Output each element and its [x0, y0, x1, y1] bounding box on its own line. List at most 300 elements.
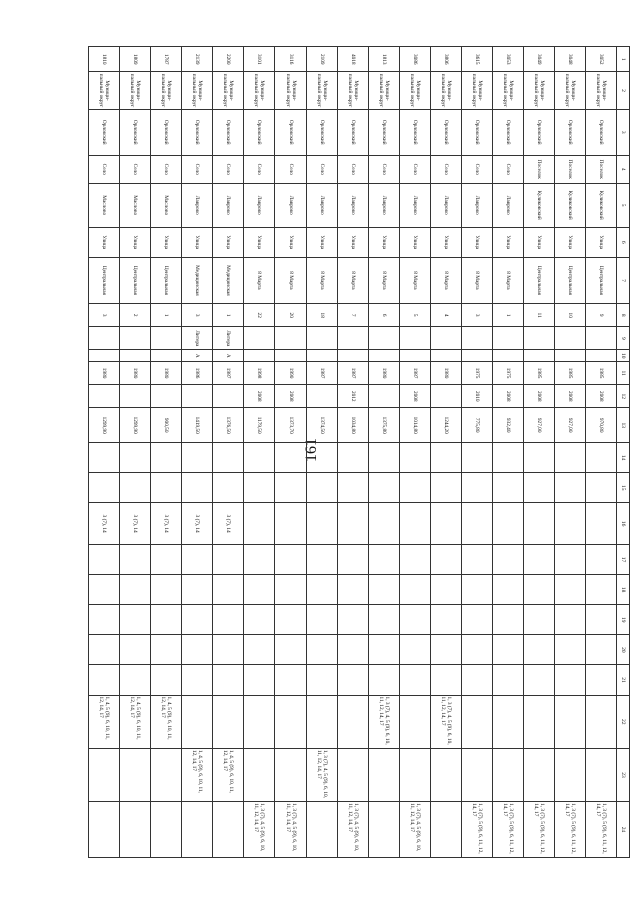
- table-cell: 2008: [492, 385, 523, 408]
- table-cell: Литера: [213, 327, 244, 350]
- table-cell: [430, 635, 461, 665]
- table-cell: Поселок: [523, 155, 554, 183]
- table-cell: [306, 503, 337, 545]
- table-cell: [461, 503, 492, 545]
- table-cell: [461, 545, 492, 575]
- table-cell: [306, 575, 337, 605]
- column-header: 23: [617, 748, 630, 801]
- column-header: 6: [617, 227, 630, 257]
- table-cell: [554, 473, 585, 503]
- table-cell: 3: [89, 304, 120, 327]
- table-cell: [120, 575, 151, 605]
- table-cell: [337, 545, 368, 575]
- table-cell: 3 (7), 14: [89, 503, 120, 545]
- table-cell: 1375,80: [368, 408, 399, 443]
- table-cell: [368, 473, 399, 503]
- table-cell: Улица: [337, 227, 368, 257]
- table-cell: [585, 665, 616, 695]
- table-cell: 1: [151, 304, 182, 327]
- table-cell: 1985: [523, 362, 554, 385]
- table-cell: [182, 635, 213, 665]
- table-cell: [399, 748, 430, 801]
- table-cell: [337, 695, 368, 748]
- table-cell: 3101: [244, 47, 275, 72]
- table-cell: [244, 350, 275, 362]
- table-cell: [120, 545, 151, 575]
- table-cell: [430, 473, 461, 503]
- table-cell: Село: [275, 155, 306, 183]
- table-cell: [368, 748, 399, 801]
- table-cell: [244, 635, 275, 665]
- table-cell: [89, 327, 120, 350]
- table-cell: [182, 385, 213, 408]
- table-cell: 3 (7), 14: [182, 503, 213, 545]
- table-cell: 1, 3 (7), 4, 5 (9), 6, 10, 11, 12, 14, 17: [430, 695, 461, 748]
- table-cell: Поселок: [554, 155, 585, 183]
- table-cell: 932,40: [492, 408, 523, 443]
- table-cell: [244, 748, 275, 801]
- table-cell: Орловский: [213, 109, 244, 155]
- table-cell: [337, 327, 368, 350]
- table-cell: 8 Марта: [275, 257, 306, 303]
- table-cell: 1, 4, 5 (9), 6, 10, 11, 12, 14, 17: [120, 695, 151, 748]
- table-cell: 1987: [306, 362, 337, 385]
- table-cell: 1980: [120, 362, 151, 385]
- table-cell: Село: [492, 155, 523, 183]
- table-cell: Масловo: [89, 183, 120, 227]
- table-cell: Улица: [306, 227, 337, 257]
- table-cell: [399, 695, 430, 748]
- table-cell: [492, 503, 523, 545]
- table-cell: 3053: [492, 47, 523, 72]
- table-cell: Орловский: [523, 109, 554, 155]
- table-cell: [89, 605, 120, 635]
- table-cell: Лаврово: [182, 183, 213, 227]
- table-cell: Улица: [151, 227, 182, 257]
- table-cell: [523, 503, 554, 545]
- table-cell: А: [182, 350, 213, 362]
- table-cell: 2008: [275, 385, 306, 408]
- table-cell: [554, 327, 585, 350]
- table-cell: Муници-пальный округ: [151, 72, 182, 109]
- table-cell: [492, 748, 523, 801]
- table-cell: 3052: [585, 47, 616, 72]
- table-cell: Орловский: [368, 109, 399, 155]
- table-cell: [89, 443, 120, 473]
- table-cell: [337, 665, 368, 695]
- table-cell: Улица: [275, 227, 306, 257]
- table-cell: Центральная: [523, 257, 554, 303]
- table-cell: [523, 327, 554, 350]
- table-cell: 22: [244, 304, 275, 327]
- table-cell: [585, 695, 616, 748]
- table-cell: 1376,50: [213, 408, 244, 443]
- table-cell: 1, 3 (7), 4, 5 (9), 6, 10, 11, 12, 14, 17: [368, 695, 399, 748]
- table-cell: Лаврово: [306, 183, 337, 227]
- table-cell: 2: [120, 304, 151, 327]
- table-cell: Орловский: [182, 109, 213, 155]
- column-header: 17: [617, 545, 630, 575]
- table-cell: Улица: [554, 227, 585, 257]
- table-cell: 7: [337, 304, 368, 327]
- table-cell: [430, 605, 461, 635]
- column-header: 14: [617, 443, 630, 473]
- table-cell: [430, 503, 461, 545]
- table-cell: 3806: [430, 47, 461, 72]
- table-cell: [399, 575, 430, 605]
- table-cell: 1: [492, 304, 523, 327]
- table-cell: 18: [306, 304, 337, 327]
- table-cell: 1, 4, 5 (9), 6, 10, 11, 12, 14, 17: [182, 748, 213, 801]
- table-cell: [244, 575, 275, 605]
- table-cell: Село: [368, 155, 399, 183]
- page-number: 161: [303, 438, 320, 462]
- table-cell: [554, 503, 585, 545]
- table-cell: 1, 3 (7), 4, 5 (9), 6, 10, 11, 12, 14, 17: [337, 802, 368, 858]
- table-cell: Орловский: [492, 109, 523, 155]
- table-cell: Лаврово: [244, 183, 275, 227]
- table-cell: [399, 635, 430, 665]
- table-cell: 1985: [554, 362, 585, 385]
- table-cell: [89, 635, 120, 665]
- table-cell: [275, 748, 306, 801]
- table-cell: [120, 385, 151, 408]
- table-cell: [244, 605, 275, 635]
- table-cell: [585, 443, 616, 473]
- table-cell: 5: [399, 304, 430, 327]
- table-cell: [182, 695, 213, 748]
- table-cell: [523, 545, 554, 575]
- table-cell: Медицинская: [213, 257, 244, 303]
- table-cell: [275, 695, 306, 748]
- table-cell: [492, 473, 523, 503]
- table-cell: [461, 635, 492, 665]
- table-cell: [213, 545, 244, 575]
- table-cell: [585, 473, 616, 503]
- table-row: [244, 47, 275, 858]
- table-cell: 1034,80: [337, 408, 368, 443]
- table-cell: [306, 443, 337, 473]
- table-cell: [213, 665, 244, 695]
- table-cell: [585, 635, 616, 665]
- table-cell: 4018: [337, 47, 368, 72]
- table-cell: Центральная: [151, 257, 182, 303]
- table-cell: Муници-пальный округ: [213, 72, 244, 109]
- table-cell: [430, 748, 461, 801]
- table-cell: [120, 802, 151, 858]
- table-cell: 1374,50: [306, 408, 337, 443]
- table-cell: [523, 635, 554, 665]
- table-cell: [492, 545, 523, 575]
- table-cell: [120, 473, 151, 503]
- table-cell: 775,80: [461, 408, 492, 443]
- table-cell: 8 Марта: [492, 257, 523, 303]
- table-cell: [554, 635, 585, 665]
- table-cell: 3 (7), 14: [151, 503, 182, 545]
- column-header: 7: [617, 257, 630, 303]
- table-cell: Село: [306, 155, 337, 183]
- table-cell: [492, 695, 523, 748]
- table-cell: [89, 802, 120, 858]
- table-cell: [213, 802, 244, 858]
- table-cell: Село: [337, 155, 368, 183]
- table-container: [88, 46, 630, 858]
- table-row: [523, 47, 554, 858]
- table-cell: [151, 748, 182, 801]
- table-cell: [306, 695, 337, 748]
- table-cell: Муници-пальный округ: [120, 72, 151, 109]
- table-cell: Село: [213, 155, 244, 183]
- table-cell: [306, 802, 337, 858]
- table-cell: 2008: [554, 385, 585, 408]
- table-cell: [523, 695, 554, 748]
- table-cell: 1, 3 (7), 5 (9), 6, 11, 12, 14, 17: [461, 802, 492, 858]
- table-cell: 3 (7), 14: [213, 503, 244, 545]
- table-cell: [461, 443, 492, 473]
- table-cell: 1986: [182, 362, 213, 385]
- column-header: 9: [617, 327, 630, 350]
- table-cell: [461, 350, 492, 362]
- table-cell: [430, 665, 461, 695]
- table-cell: 6: [368, 304, 399, 327]
- table-cell: 2012: [337, 385, 368, 408]
- table-row: [182, 47, 213, 858]
- table-cell: [368, 350, 399, 362]
- table-cell: Муници-пальный округ: [461, 72, 492, 109]
- table-cell: Орловский: [430, 109, 461, 155]
- column-header: 5: [617, 183, 630, 227]
- column-header: 11: [617, 362, 630, 385]
- table-cell: Село: [89, 155, 120, 183]
- table-cell: 2008: [585, 385, 616, 408]
- column-header: 18: [617, 575, 630, 605]
- table-cell: [151, 635, 182, 665]
- table-cell: 1787: [151, 47, 182, 72]
- table-cell: [89, 473, 120, 503]
- table-cell: [182, 605, 213, 635]
- table-cell: [275, 350, 306, 362]
- table-cell: 900,50: [151, 408, 182, 443]
- column-header: 20: [617, 635, 630, 665]
- table-cell: [89, 748, 120, 801]
- table-cell: 3086: [399, 47, 430, 72]
- table-cell: [275, 545, 306, 575]
- table-cell: Муници-пальный округ: [244, 72, 275, 109]
- table-cell: [151, 327, 182, 350]
- table-cell: [554, 665, 585, 695]
- table-cell: [461, 695, 492, 748]
- table-cell: 20: [275, 304, 306, 327]
- table-cell: Улица: [461, 227, 492, 257]
- table-row: [213, 47, 244, 858]
- column-header: 2: [617, 72, 630, 109]
- table-cell: [244, 665, 275, 695]
- table-cell: Муници-пальный округ: [89, 72, 120, 109]
- table-cell: Улица: [182, 227, 213, 257]
- table-cell: 11: [523, 304, 554, 327]
- table-cell: [492, 327, 523, 350]
- table-cell: [337, 635, 368, 665]
- table-cell: Орловский: [306, 109, 337, 155]
- table-cell: Улица: [585, 227, 616, 257]
- table-cell: 1810: [89, 47, 120, 72]
- table-cell: [399, 327, 430, 350]
- table-cell: Куликовский: [523, 183, 554, 227]
- table-cell: [151, 385, 182, 408]
- table-cell: [399, 473, 430, 503]
- table-cell: 1990: [275, 362, 306, 385]
- table-cell: 1, 3 (7), 5 (9), 6, 11, 12, 14, 17: [585, 802, 616, 858]
- table-cell: [120, 665, 151, 695]
- table-cell: [585, 605, 616, 635]
- table-cell: Муници-пальный округ: [368, 72, 399, 109]
- table-cell: [213, 695, 244, 748]
- table-cell: [585, 350, 616, 362]
- table-cell: Орловский: [275, 109, 306, 155]
- table-cell: Поселок: [585, 155, 616, 183]
- table-cell: 1: [213, 304, 244, 327]
- table-cell: [368, 665, 399, 695]
- table-cell: [337, 503, 368, 545]
- table-cell: [306, 385, 337, 408]
- table-cell: Лаврово: [399, 183, 430, 227]
- table-cell: 3 (7), 14: [120, 503, 151, 545]
- table-cell: [182, 545, 213, 575]
- table-cell: 2008: [244, 385, 275, 408]
- table-cell: Муници-пальный округ: [430, 72, 461, 109]
- table-cell: 927,00: [554, 408, 585, 443]
- table-cell: 1980: [151, 362, 182, 385]
- table-cell: Масловo: [151, 183, 182, 227]
- table-cell: 1, 3 (7), 5 (9), 6, 11, 12, 14, 17: [523, 802, 554, 858]
- table-cell: [337, 575, 368, 605]
- table-cell: Орловский: [337, 109, 368, 155]
- table-cell: [492, 635, 523, 665]
- table-cell: [213, 575, 244, 605]
- table-cell: Муници-пальный округ: [306, 72, 337, 109]
- table-cell: Медицинская: [182, 257, 213, 303]
- table-cell: [523, 605, 554, 635]
- table-cell: 1, 3 (7), 5 (9), 6, 11, 12, 14, 17: [554, 802, 585, 858]
- table-cell: [492, 605, 523, 635]
- table-cell: [523, 350, 554, 362]
- column-header: 22: [617, 695, 630, 748]
- table-cell: [120, 635, 151, 665]
- table-cell: [461, 605, 492, 635]
- table-cell: [120, 443, 151, 473]
- table-cell: Улица: [368, 227, 399, 257]
- table-cell: [399, 665, 430, 695]
- table-row: [554, 47, 585, 858]
- table-cell: 8 Марта: [430, 257, 461, 303]
- table-cell: [151, 575, 182, 605]
- table-cell: Орловский: [554, 109, 585, 155]
- table-cell: [120, 748, 151, 801]
- table-cell: [523, 748, 554, 801]
- column-header: 3: [617, 109, 630, 155]
- table-cell: Лаврово: [430, 183, 461, 227]
- table-cell: Муници-пальный округ: [337, 72, 368, 109]
- table-cell: [492, 575, 523, 605]
- table-cell: [213, 473, 244, 503]
- table-cell: [306, 605, 337, 635]
- table-cell: 1, 3 (7), 4, 5 (9), 6, 10, 11, 12, 14, 17: [306, 748, 337, 801]
- table-cell: 2139: [182, 47, 213, 72]
- table-cell: [554, 545, 585, 575]
- table-cell: Улица: [244, 227, 275, 257]
- table-cell: 1179,50: [244, 408, 275, 443]
- table-cell: [275, 327, 306, 350]
- table-row: [120, 47, 151, 858]
- table-cell: Лаврово: [275, 183, 306, 227]
- table-cell: [430, 385, 461, 408]
- table-cell: 1, 3 (7), 4, 5 (9), 6, 10, 11, 12, 14, 17: [399, 802, 430, 858]
- table-cell: [151, 545, 182, 575]
- table-row: [585, 47, 616, 858]
- column-header: 13: [617, 408, 630, 443]
- table-cell: [554, 575, 585, 605]
- table-cell: 8 Марта: [306, 257, 337, 303]
- column-header: 8: [617, 304, 630, 327]
- table-cell: 2008: [523, 385, 554, 408]
- table-cell: 1809: [120, 47, 151, 72]
- table-cell: [337, 605, 368, 635]
- table-cell: [120, 605, 151, 635]
- table-cell: [523, 443, 554, 473]
- table-cell: Лаврово: [368, 183, 399, 227]
- table-cell: [368, 605, 399, 635]
- table-row: [275, 47, 306, 858]
- table-cell: 1980: [368, 362, 399, 385]
- table-cell: 3: [461, 304, 492, 327]
- table-cell: [213, 635, 244, 665]
- column-header: 16: [617, 503, 630, 545]
- table-cell: [430, 443, 461, 473]
- table-cell: Лаврово: [213, 183, 244, 227]
- table-cell: Улица: [89, 227, 120, 257]
- table-cell: Куликовский: [554, 183, 585, 227]
- table-cell: [368, 545, 399, 575]
- table-cell: [461, 748, 492, 801]
- table-cell: [213, 443, 244, 473]
- table-cell: Улица: [399, 227, 430, 257]
- table-cell: Орловский: [89, 109, 120, 155]
- table-cell: 8 Марта: [399, 257, 430, 303]
- table-cell: [399, 443, 430, 473]
- table-cell: [151, 443, 182, 473]
- table-cell: 1987: [213, 362, 244, 385]
- table-cell: [554, 695, 585, 748]
- table-cell: Муници-пальный округ: [182, 72, 213, 109]
- table-cell: 1014,80: [399, 408, 430, 443]
- table-cell: Улица: [120, 227, 151, 257]
- table-cell: Село: [120, 155, 151, 183]
- table-cell: Улица: [430, 227, 461, 257]
- table-cell: [523, 575, 554, 605]
- table-cell: 8 Марта: [368, 257, 399, 303]
- table-row: [337, 47, 368, 858]
- table-cell: 1998: [244, 362, 275, 385]
- table-cell: 1, 3 (7), 5 (9), 6, 11, 12, 14, 17: [492, 802, 523, 858]
- table-cell: [151, 605, 182, 635]
- table-cell: 3615: [461, 47, 492, 72]
- table-cell: [182, 665, 213, 695]
- table-cell: 8 Марта: [337, 257, 368, 303]
- table-cell: Лаврово: [337, 183, 368, 227]
- table-cell: [89, 575, 120, 605]
- table-cell: [275, 503, 306, 545]
- column-header: 21: [617, 665, 630, 695]
